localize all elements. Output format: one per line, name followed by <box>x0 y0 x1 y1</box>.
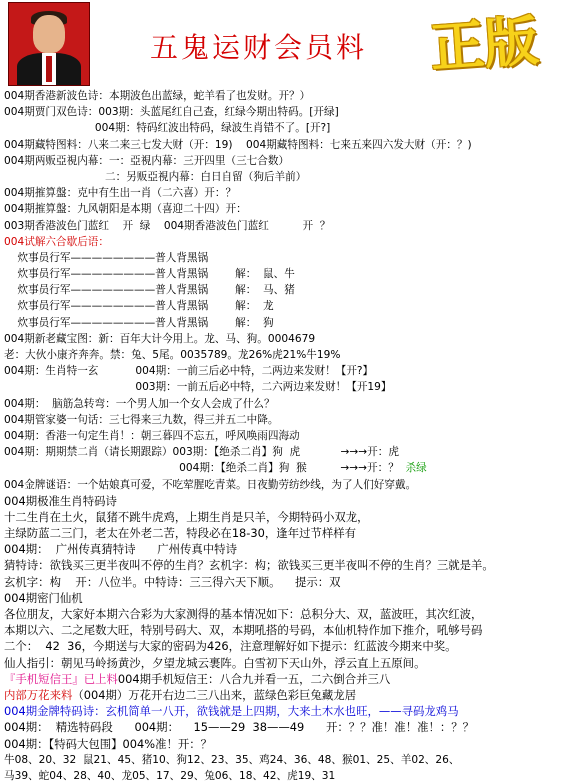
text-line: 004金牌谜语：一个姑娘真可爱，不吃荤腥吃青菜。日夜勤劳纺纱线，为了人们好穿戴。 <box>4 478 417 491</box>
text-line: 004期香港新波色诗：本期波色出蓝绿，蛇羊看了也发财。开？） <box>4 90 311 102</box>
text-line: 004期：期期禁二肖（请长期跟踪）003期：【绝杀二肖】狗 虎 →→→开：虎 <box>4 446 399 459</box>
text-line: 炊事员行军————————普人背黑锅 解： 鼠、牛 <box>4 268 295 281</box>
text-line: 老：大伙小康齐奔奔。禁：兔、5尾。0035789。龙26%虎21%牛19% <box>4 349 341 361</box>
text-line: 十二生肖在土火，鼠猪不跳牛虎鸡，上期生肖是只羊，今期特码小双龙， <box>4 509 369 524</box>
text-line: 主绿防蓝二三门，老太在外老二苦，特段必在18-30，逢年过节样样有 <box>4 526 357 541</box>
portrait-image <box>8 2 90 86</box>
text-line: 004期贾门双色诗：003期：头蓝尾红自己查，红绿今期出特码。[开绿] <box>4 106 339 119</box>
text-line: 仙人指引：朝见马岭扬黄沙，夕望龙城云裹阵。白雪初下天山外，浮云直上五原间。 <box>4 655 426 670</box>
text-line: 本期以六、二之尾数大旺，特别号码大、双，本期吼搭的号码，本仙机特作加下推介，吼够号码 <box>4 623 483 638</box>
text-line: 004期㩁算盤：九风朝阳是本期（喜迎二十四）开： <box>4 203 247 216</box>
text-line: 004期㩁算盤：克中有生出一肖（二六喜）开：？ <box>4 187 237 200</box>
text-line: 004期密门仙机 <box>4 590 83 605</box>
text-line: 004期： 广州传真猜特诗 广州传真中特诗 <box>4 542 237 557</box>
text-line: 炊事员行军————————普人背黑锅 解： 狗 <box>4 316 274 329</box>
text-line: 玄机字：构 开：八位半。中特诗：三三得六天下顺。 提示：双 <box>4 574 341 589</box>
document-body <box>4 88 564 784</box>
text-line: 炊事员行军————————普人背黑锅 解： 龙 <box>4 300 274 313</box>
text-line: 004期：特码红波出特码，绿波生肖错不了。[开?] <box>4 122 331 135</box>
text-line: 炊事员行军————————普人背黑锅 解： 马、猪 <box>4 284 295 297</box>
text-line: 004期： 精选特码段 004期： 15——29 38——49 开：？？准！准！准！：？？ <box>4 720 475 735</box>
text-line: 004试解六合歇后语： <box>4 235 109 248</box>
text-line: 004期：【特码大包围】004%准！开：？ <box>4 736 213 751</box>
text-line: 炊事员行军————————普人背黑锅 <box>4 251 209 264</box>
page-title: 五鬼运财会员料 <box>150 31 368 64</box>
text-line: 003期香港波色门蓝红 开 绿 004期香港波色门蓝红 开 ？ <box>4 219 331 232</box>
text-line: 004期：【绝杀二肖】狗 猴 →→→开：？ 杀绿 <box>4 462 427 475</box>
text-line: 二个： 42 36，今期送与大家的密码为426，注意理解好如下提示：红蓝波今期来中奖。 <box>4 639 457 654</box>
header <box>0 0 567 86</box>
text-line: 马39、蛇04、28、40、龙05、17、29、兔06、18、42、虎19、31 <box>4 769 336 782</box>
text-line: 004期：生肖特一玄 004期：一前三后必中特，二两边来发财！【开?】 <box>4 365 374 378</box>
text-line: 牛08、20、32 鼠21、45、猪10、狗12、23、35、鸡24、36、48、猴01、25、羊02、26、 <box>4 753 460 766</box>
text-line: 各位朋友，大家好本期六合彩为大家测得的基本情况如下：总积分大、双，蓝波旺，其次红波， <box>4 607 483 621</box>
text-line: 004期：香港一句定生肖！：朝三暮四不忘五，呼风唤雨四海动 <box>4 429 300 442</box>
text-line: 内部万花来料（004期）万花开右边二三八出来，蓝绿色彩巨兔藏龙居 <box>4 687 357 702</box>
text-line: 004期两贩亞視内幕：一：亞視内幕：三开四里（三七合数） <box>4 154 290 167</box>
authentic-badge: 正版 <box>428 9 541 80</box>
text-line: 004期： 脑筋急转弯：一个男人加一个女人会成了什么？ <box>4 397 275 410</box>
text-line: 003期：一前五后必中特，二六两边来发财！【开19】 <box>4 381 392 394</box>
text-line: 004期极准生肖特码诗 <box>4 493 117 508</box>
text-line: 猜特诗：欲钱买三更半夜叫不停的生肖？玄机字：构；欲钱买三更半夜叫不停的生肖？三就是羊。 <box>4 558 494 573</box>
text-line: 004期金牌特码诗：玄机简单一八开，欲钱就是上四期，大来土木水也旺，——寻码龙鸡马 <box>4 704 459 719</box>
text-line: 004期新老藏宝图：新：百年大计今用上。龙、马、狗。0004679 <box>4 332 316 345</box>
text-line: 004期藏特图料：八来二来三七发大财（开：19) 004期藏特图料：七来五来四六发大财（开：？) <box>4 138 472 151</box>
text-line: 004期管家婆一句话：三七得来三九数，得三并五二中降。 <box>4 413 279 426</box>
text-line: 二：另贩亞視内幕：白日自留（狗后羊前） <box>4 170 307 183</box>
text-line: 『手机短信王』已上料004期手机短信王：八合九并看一五，二六倒合并三八 <box>4 671 391 686</box>
